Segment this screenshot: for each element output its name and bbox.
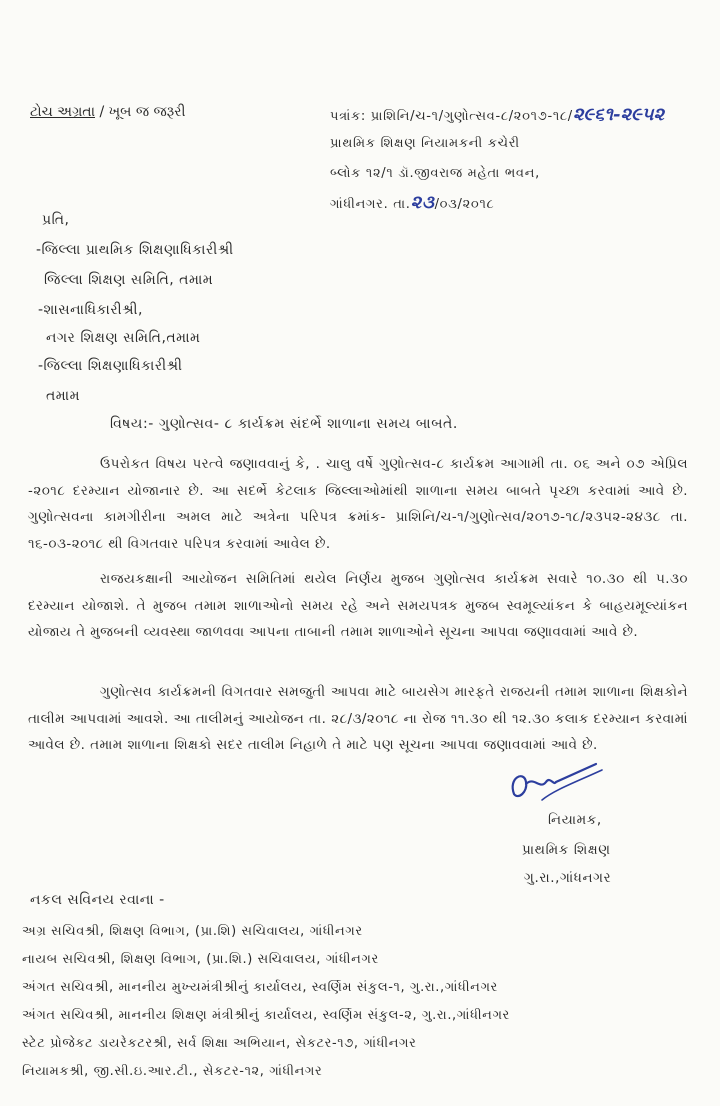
addressee-line: -જિલ્લા પ્રાથમિક શિક્ષણાધિકારીશ્રી [36,242,234,258]
addressee-line: -શાસનાધિકારીશ્રી, [38,302,143,318]
addressee-line: -જિલ્લા શિક્ષણાધિકારીશ્રી [38,358,183,374]
signatory-title: નિયામક, [548,812,602,828]
body-paragraph [28,452,688,558]
city-date [330,192,494,213]
priority-sep: / [95,104,109,120]
handwritten-signature [484,760,614,820]
priority-sub: ખૂબ જ જરૂરી [108,104,186,120]
signatory-place: ગુ.રા.,ગાંધનગર [524,870,612,886]
date-rest: /૦૩/૨૦૧૮ [434,197,495,212]
body-paragraph [28,567,688,647]
body-paragraph [28,680,688,760]
body-paragraph-text: ઉપરોકત વિષય પરત્વે જણાવવાનું કે, . ચાલુ વર્ષે ગુણોત્સવ-૮ કાર્યક્રમ આગામી તા. ૦૬ અને ૦૭ એપ્રિલ -૨૦૧૮ દરમ્યાન યોજાનાર છે. આ સદર્ભે કેટલાક જિલ્લાઓમાંથી શાળાના સમય બાબતે પૃચ્છા કરવામાં આવે છે. ગુણોત્સવના કામગીરીના અમલ માટે અત્રેના પરિપત્ર ક્રમાંક- પ્રાશિનિ/ચ-૧/ગુણોત્સવ/૨૦૧૭-૧૮/૨૩૫૨-૨૪૩૮ તા. ૧૬-૦૩-૨૦૧૮ થી વિગતવાર પરિપત્ર કરવામાં આવેલ છે. [28,457,688,552]
addressee-line: નગર શિક્ષણ સમિતિ,તમામ [46,330,201,346]
office-name: પ્રાથમિક શિક્ષણ નિયામકની કચેરી [330,136,520,151]
city-date-prefix: ગાંધીનગર. તા. [330,197,411,212]
date-day-handwritten: ૨૩ [410,192,435,213]
priority-main: ટોચ અગ્રતા [30,104,95,120]
copy-recipient: અગ્ર સચિવશ્રી, શિક્ષણ વિભાગ, (પ્રા.શિ) સચિવાલય, ગાંધીનગર [22,924,363,939]
copy-recipient: અંગત સચિવશ્રી, માનનીય મુખ્યમંત્રીશ્રીનું કાર્યાલય, સ્વર્ણિમ સંકુલ-૧, ગુ.રા.,ગાંધીનગર [22,980,498,995]
office-building: બ્લોક ૧૨/૧ ડૉ.જીવરાજ મહેતા ભવન, [330,166,540,181]
copy-recipient: અંગત સચિવશ્રી, માનનીય શિક્ષણ મંત્રીશ્રીનું કાર્યાલય, સ્વર્ણિમ સંકુલ-૨, ગુ.રા.,ગાંધીનગર [22,1008,510,1023]
subject-line: વિષય:- ગુણોત્સવ- ૮ કાર્યક્રમ સંદર્ભે શાળાના સમય બાબતે. [110,416,458,432]
letter-number [330,104,664,125]
priority-label [30,104,185,120]
copy-heading: નકલ સવિનય રવાના - [30,892,165,908]
body-paragraph-text: રાજયકક્ષાની આયોજન સમિતિમાં થયેલ નિર્ણય મુજબ ગુણોત્સવ કાર્યક્રમ સવારે ૧૦.૩૦ થી ૫.૩૦ દરમ્યાન યોજાશે. તે મુજબ તમામ શાળાઓનો સમય રહે અને સમયપત્રક મુજબ સ્વમૂલ્યાંકન કે બાહયમૂલ્યાંકન યોજાય તે મુજબની વ્યવસ્થા જાળવવા આપના તાબાની તમામ શાળાઓને સૂચના આપવા જણાવવામાં આવે છે. [28,572,688,640]
addressee-line: તમામ [46,388,80,404]
addressee-to: પ્રતિ, [42,212,70,228]
copy-recipient: સ્ટેટ પ્રોજેકટ ડાયરેકટરશ્રી, સર્વ શિક્ષા અભિયાન, સેકટર-૧૭, ગાંધીનગર [22,1036,417,1051]
addressee-line: જિલ્લા શિક્ષણ સમિતિ, તમામ [44,272,214,288]
copy-recipient: નિયામકશ્રી, જી.સી.ઇ.આર.ટી., સેકટર-૧૨, ગાંધીનગર [22,1064,323,1079]
signatory-dept: પ્રાથમિક શિક્ષણ [522,842,611,858]
letter-number-handwritten: ૨૯૬૧-૨૯૫૨ [572,104,665,125]
letter-number-prefix: પત્રાંક: પ્રાશિનિ/ચ-૧/ગુણોત્સવ-૮/૨૦૧૭-૧૮/ [330,109,573,124]
body-paragraph-text: ગુણોત્સવ કાર્યક્રમની વિગતવાર સમજુતી આપવા માટે બાયસેગ મારફતે રાજયની તમામ શાળાના શિક્ષકોને તાલીમ આપવામાં આવશે. આ તાલીમનું આયોજન તા. ૨૮/૩/૨૦૧૮ ના રોજ ૧૧.૩૦ થી ૧૨.૩૦ કલાક દરમ્યાન કરવામાં આવેલ છે. તમામ શાળાના શિક્ષકો સદર તાલીમ નિહાળે તે માટે પણ સૂચના આપવા જણાવવામાં આવે છે. [28,685,688,753]
copy-recipient: નાયબ સચિવશ્રી, શિક્ષણ વિભાગ, (પ્રા.શિ.) સચિવાલય, ગાંધીનગર [22,952,379,967]
